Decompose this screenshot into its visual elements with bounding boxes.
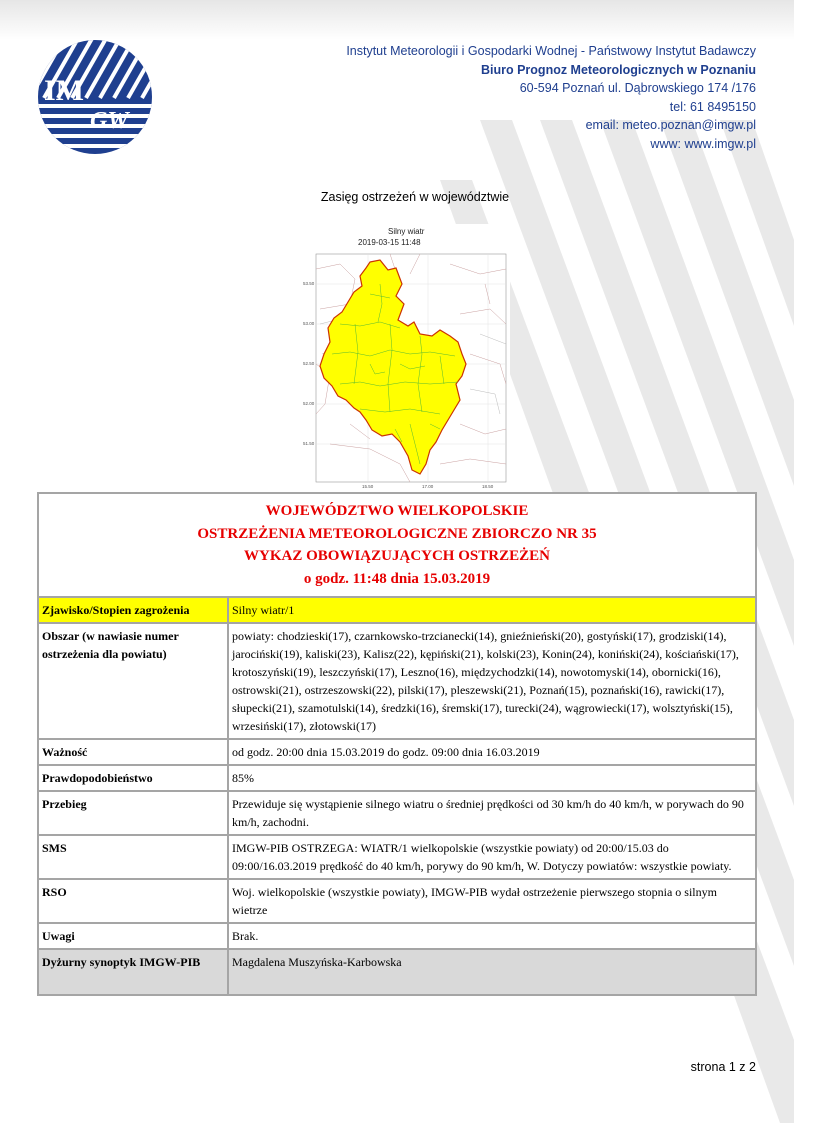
row-label: SMS xyxy=(38,835,228,879)
lon-tick: 17.00 xyxy=(422,484,434,489)
svg-text:GW: GW xyxy=(90,108,129,134)
row-label: Uwagi xyxy=(38,923,228,949)
table-row xyxy=(38,879,756,923)
table-row xyxy=(38,765,756,791)
table-row xyxy=(38,597,756,623)
row-label: Zjawisko/Stopien zagrożenia xyxy=(38,597,228,623)
row-label: Przebieg xyxy=(38,791,228,835)
table-row xyxy=(38,739,756,765)
table-row xyxy=(38,923,756,949)
warning-map xyxy=(303,224,510,489)
table-title xyxy=(38,493,756,597)
office-name: Biuro Prognoz Meteorologicznych w Poznaniu xyxy=(480,62,756,77)
phone: tel: 61 8495150 xyxy=(669,99,756,114)
title-line: OSTRZEŻENIA METEOROLOGICZNE ZBIORCZO NR 35 xyxy=(197,525,597,542)
table-row xyxy=(38,835,756,879)
row-label: Obszar (w nawiasie numer ostrzeżenia dla powiatu) xyxy=(38,623,228,739)
title-line: WYKAZ OBOWIĄZUJĄCYCH OSTRZEŻEŃ xyxy=(244,548,550,564)
row-label: Prawdopodobieństwo xyxy=(38,765,228,791)
lat-tick: 52.00 xyxy=(303,401,315,406)
map-datetime: 2019-03-15 11:48 xyxy=(358,238,421,247)
map-title: Silny wiatr xyxy=(388,227,425,236)
svg-text:IM: IM xyxy=(44,74,84,107)
row-value: 85% xyxy=(228,765,756,791)
row-value: IMGW-PIB OSTRZEGA: WIATR/1 wielkopolskie (wszystkie powiaty) od 20:00/15.03 do 09:00/16.03.2019 prędkość do 40 km/h, porywy do 90 km/h, W. Dotyczy powiatów: wszystkie powiaty. xyxy=(228,835,756,879)
row-value: Brak. xyxy=(228,923,756,949)
title-line: o godz. 11:48 dnia 15.03.2019 xyxy=(303,570,491,587)
address: 60-594 Poznań ul. Dąbrowskiego 174 /176 xyxy=(519,81,756,95)
row-value: Woj. wielkopolskie (wszystkie powiaty), IMGW-PIB wydał ostrzeżenie pierwszego stopnia o silnym wietrze xyxy=(228,879,756,923)
imgw-logo xyxy=(36,38,154,156)
lat-tick: 51.50 xyxy=(303,441,315,446)
lat-tick: 53.00 xyxy=(303,321,315,326)
title-line: WOJEWÓDZTWO WIELKOPOLSKIE xyxy=(265,503,529,519)
lon-tick: 15.50 xyxy=(362,484,374,489)
table-row xyxy=(38,623,756,739)
page-number: strona 1 z 2 xyxy=(690,1060,756,1074)
institute-name: Instytut Meteorologii i Gospodarki Wodnej - Państwowy Instytut Badawczy xyxy=(346,44,756,58)
lat-tick: 53.50 xyxy=(303,281,315,286)
warnings-table xyxy=(37,492,757,996)
email[interactable]: email: meteo.poznan@imgw.pl xyxy=(585,118,756,132)
row-value: Silny wiatr/1 xyxy=(228,597,756,623)
row-value: Przewiduje się wystąpienie silnego wiatru o średniej prędkości od 30 km/h do 40 km/h, w porywach do 90 km/h, zachodni. xyxy=(228,791,756,835)
table-row xyxy=(38,791,756,835)
row-label: Dyżurny synoptyk IMGW-PIB xyxy=(38,949,228,995)
row-label: Ważność xyxy=(38,739,228,765)
lat-tick: 52.50 xyxy=(303,361,315,366)
row-value: Magdalena Muszyńska-Karbowska xyxy=(228,949,756,995)
row-value: powiaty: chodzieski(17), czarnkowsko-trzcianecki(14), gnieźnieński(20), gostyński(17), grodziski(14), jarociński(19), kaliski(23), Kalisz(22), kępiński(21), kolski(23), Konin(24), koniński(24), kościański(17), krotoszyński(19), leszczyński(17), Leszno(16), międzychodzki(14), nowotomyski(14), obornicki(16), ostrowski(21), ostrzeszowski(22), pilski(17), pleszewski(21), Poznań(15), poznański(16), rawicki(17), słupecki(21), szamotulski(14), średzki(16), śremski(17), turecki(24), wągrowiecki(17), wolsztyński(15), wrzesiński(17), złotowski(17) xyxy=(228,623,756,739)
website[interactable]: www: www.imgw.pl xyxy=(650,136,756,151)
map-caption: Zasięg ostrzeżeń w województwie xyxy=(320,190,510,204)
institute-header xyxy=(346,42,756,153)
lon-tick: 18.50 xyxy=(482,484,494,489)
row-value: od godz. 20:00 dnia 15.03.2019 do godz. 09:00 dnia 16.03.2019 xyxy=(228,739,756,765)
table-row xyxy=(38,949,756,995)
row-label: RSO xyxy=(38,879,228,923)
